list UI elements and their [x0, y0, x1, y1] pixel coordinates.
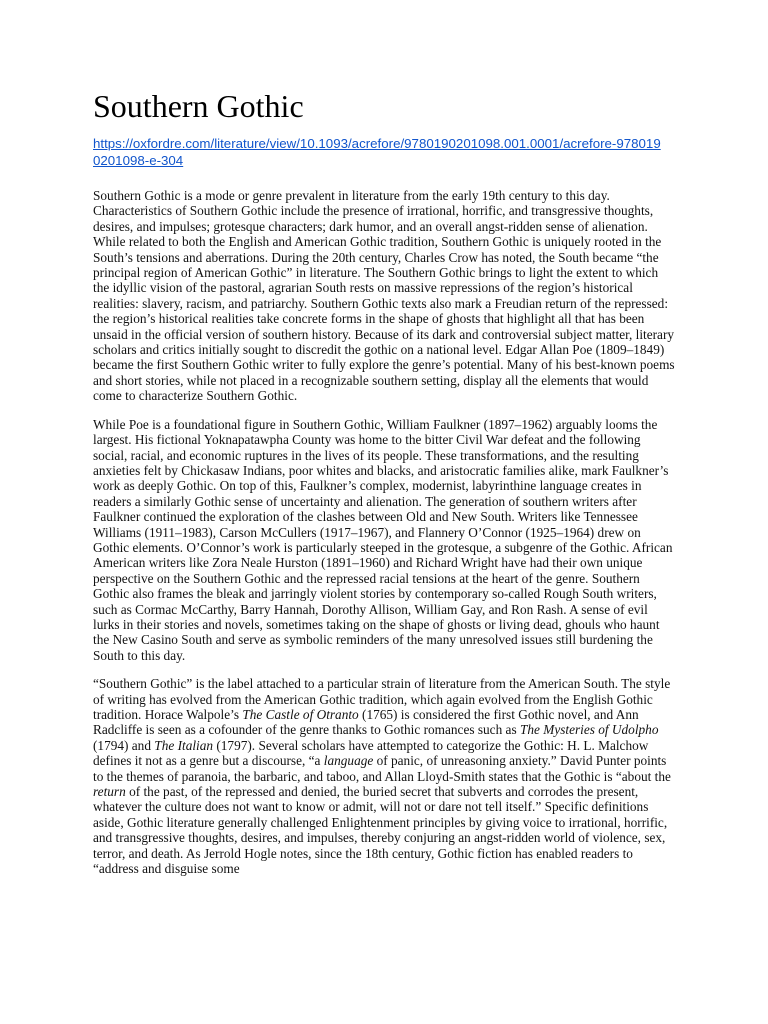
paragraph-3-segment: of the past, of the repressed and denied, the buried secret that subverts and corrodes the present, whatever the culture does not want to know or admit, will not or dare not tell itself.” Specific definitions aside, Gothic literature generally challenged Enlightenment principles by giving voice to irrational, horrific, and transgressive thoughts, desires, and impulses, thereby conjuring an angst-ridden world of violence, sex, terror, and death. As Jerrold Hogle notes, since the 18th century, Gothic fiction has enabled readers to “address and disguise some	[93, 784, 668, 877]
source-link[interactable]: https://oxfordre.com/literature/view/10.1093/acrefore/9780190201098.001.0001/acrefore-9780190201098-e-304	[93, 136, 661, 168]
document-page	[93, 88, 675, 889]
paragraph-3	[93, 676, 675, 876]
document-title: Southern Gothic	[93, 88, 304, 124]
book-title-the-italian: The Italian	[154, 737, 214, 753]
paragraph-3-segment: (1765) is considered the first Gothic novel, and Ann Radcliffe is seen as a cofounder of the genre thanks to Gothic romances such as	[93, 707, 639, 738]
paragraph-1: Southern Gothic is a mode or genre prevalent in literature from the early 19th century to this day. Characteristics of Southern Gothic include the presence of irrational, horrific, and transgressive thoughts, desires, and impulses; grotesque characters; dark humor, and an overall angst-ridden sense of alienation. While related to both the English and American Gothic tradition, Southern Gothic is uniquely rooted in the South’s tensions and aberrations. During the 20th century, Charles Crow has noted, the South became “the principal region of American Gothic” in literature. The Southern Gothic brings to light the extent to which the idyllic vision of the pastoral, agrarian South rests on massive repressions of the region’s historical realities: slavery, racism, and patriarchy. Southern Gothic texts also mark a Freudian return of the repressed: the region’s historical realities take concrete forms in the shape of ghosts that highlight all that has been unsaid in the official version of southern history. Because of its dark and controversial subject matter, literary scholars and critics initially sought to discredit the gothic on a national level. Edgar Allan Poe (1809–1849) became the first Southern Gothic writer to fully explore the genre’s potential. Many of his best-known poems and short stories, while not placed in a recognizable southern setting, display all the elements that would come to characterize Southern Gothic.	[93, 188, 675, 404]
emphasis-language: language	[323, 753, 374, 769]
paragraph-3-segment: (1794) and	[93, 737, 155, 753]
paragraph-3-segment: “Southern Gothic” is the label attached to a particular strain of literature from the American South. The style of writing has evolved from the American Gothic tradition, which again evolved from the English Gothic tradition. Horace Walpole’s	[93, 676, 671, 722]
book-title-castle-of-otranto: The Castle of Otranto	[242, 707, 359, 722]
paragraph-3-segment: of panic, of unreasoning anxiety.” David Punter points to the themes of paranoia, the barbaric, and taboo, and Allan Lloyd-Smith states that the Gothic is “about the	[93, 753, 671, 784]
paragraph-2: While Poe is a foundational figure in Southern Gothic, William Faulkner (1897–1962) arguably looms the largest. His fictional Yoknapatawpha County was home to the bitter Civil War defeat and the following social, racial, and economic ruptures in the lives of its people. These transformations, and the resulting anxieties felt by Chickasaw Indians, poor whites and blacks, and aristocratic families alike, mark Faulkner’s work as deeply Gothic. On top of this, Faulkner’s complex, modernist, labyrinthine language creates in readers a similarly Gothic sense of uncertainty and alienation. The generation of southern writers after Faulkner continued the exploration of the clashes between Old and New South. Writers like Tennessee Williams (1911–1983), Carson McCullers (1917–1967), and Flannery O’Connor (1925–1964) drew on Gothic elements. O’Connor’s work is particularly steeped in the grotesque, a subgenre of the Gothic. African American writers like Zora Neale Hurston (1891–1960) and Richard Wright have had their own unique perspective on the Southern Gothic and the repressed racial tensions at the heart of the genre. Southern Gothic also frames the bleak and jarringly violent stories by contemporary so-called Rough South writers, such as Cormac McCarthy, Barry Hannah, Dorothy Allison, William Gay, and Ron Rash. A sense of evil lurks in their stories and novels, sometimes taking on the shape of ghosts or living dead, ghouls who haunt the New Casino South and serve as symbolic reminders of the many unresolved issues still burdening the South to this day.	[93, 416, 673, 663]
emphasis-return: return	[93, 784, 126, 800]
book-title-mysteries-of-udolpho: The Mysteries of Udolpho	[519, 722, 659, 738]
paragraph-3-segment: (1797). Several scholars have attempted to categorize the Gothic: H. L. Malchow defines it not as a genre but a discourse, “a	[93, 737, 649, 769]
